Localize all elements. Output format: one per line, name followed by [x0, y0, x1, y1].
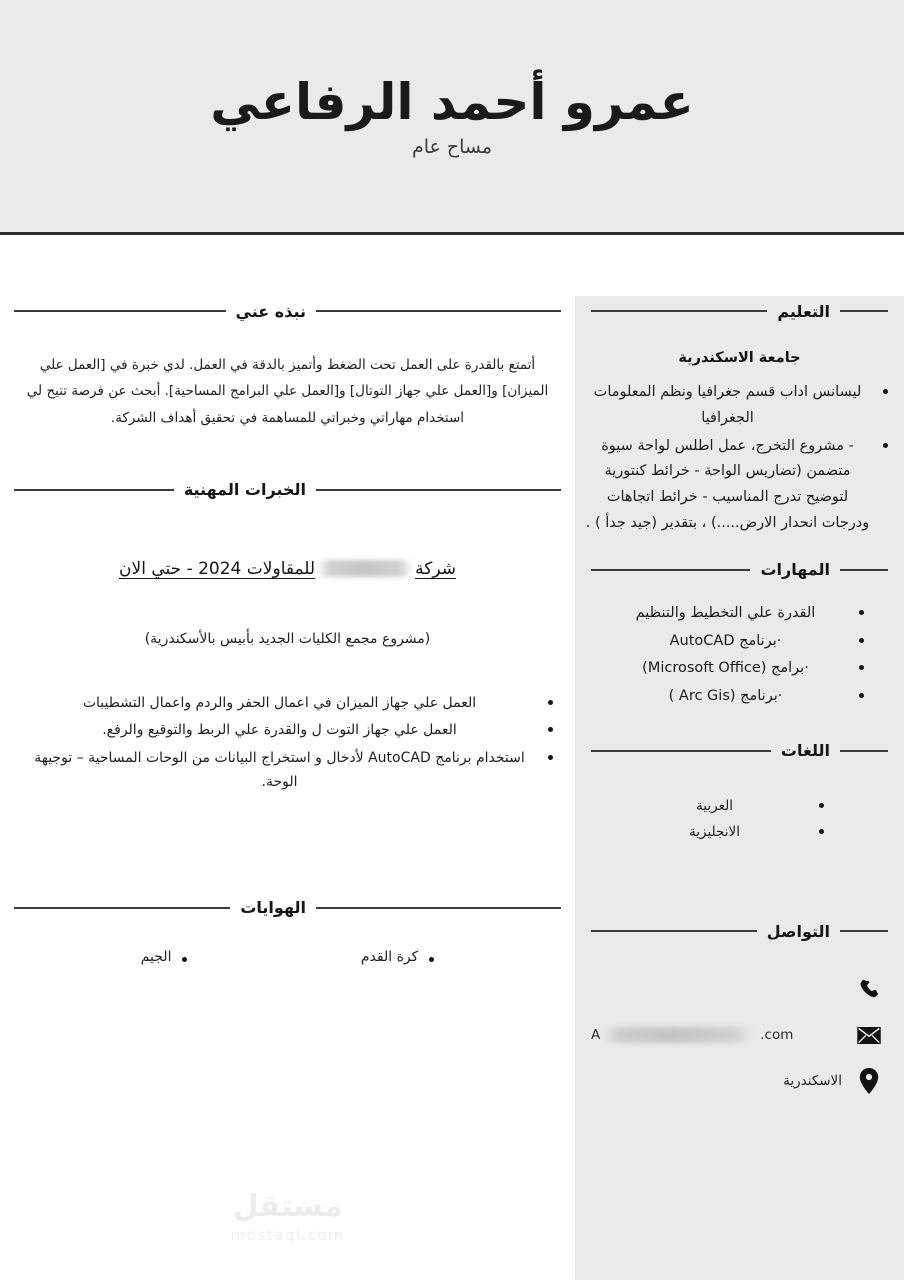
contact-row-phone[interactable]	[591, 974, 882, 1004]
job-company-suffix: للمقاولات 2024 - حتي الان	[119, 558, 316, 579]
header-job-title: مساح عام	[411, 135, 493, 158]
heading-rule-left	[591, 930, 757, 932]
hobby-text: الجيم	[140, 948, 172, 965]
list-item	[603, 656, 848, 682]
language-item-text: الانجليزية	[689, 823, 740, 840]
redaction-blur	[603, 1027, 753, 1043]
bullet-dot-icon	[883, 389, 888, 394]
education-item-text: ليسانس اداب قسم جغرافيا ونظم المعلومات الجغرافيا	[593, 384, 862, 426]
list-item	[621, 794, 808, 818]
list-item	[141, 949, 188, 965]
cv-header	[0, 0, 904, 232]
bullet-dot-icon	[819, 829, 824, 834]
bullet-dot-icon	[548, 755, 553, 760]
heading-rule-right	[840, 750, 888, 752]
heading-rule-left	[14, 310, 226, 312]
section-contact-heading	[591, 916, 888, 946]
language-item-text: العربية	[696, 797, 733, 814]
heading-rule-left	[591, 569, 750, 571]
skill-item-text: القدرة علي التخطيط والتنظيم	[635, 604, 816, 621]
phone-icon	[856, 976, 882, 1002]
list-item	[22, 718, 537, 743]
experience-job-title	[14, 559, 561, 579]
education-list	[581, 380, 874, 537]
about-heading-label: نبذه عني	[235, 301, 306, 321]
bullet-dot-icon	[819, 803, 824, 808]
email-prefix: A	[591, 1027, 601, 1043]
watermark-arabic: مستقل	[232, 1189, 343, 1224]
bullet-dot-icon	[859, 665, 864, 670]
main-column	[0, 296, 575, 1280]
section-hobbies-heading	[14, 893, 561, 923]
list-item	[22, 746, 537, 795]
experience-heading-label: الخبرات المهنية	[183, 480, 306, 500]
heading-rule-right	[840, 930, 888, 932]
bullet-dot-icon	[548, 700, 553, 705]
contact-location-value: الاسكندرية	[783, 1073, 842, 1089]
watermark-latin: mostaql.com	[230, 1226, 345, 1244]
bullet-dot-icon	[859, 693, 864, 698]
heading-rule-left	[591, 310, 767, 312]
section-languages-heading	[591, 736, 888, 766]
map-pin-icon	[856, 1068, 882, 1094]
education-heading-label: التعليم	[777, 301, 830, 321]
section-education-heading	[591, 296, 888, 326]
job-company-prefix: شركة	[415, 558, 456, 579]
bullet-dot-icon	[859, 610, 864, 615]
skill-item-text: ·برنامج (Arc Gis )	[668, 688, 783, 705]
languages-heading-label: اللغات	[780, 741, 830, 761]
experience-duties-list	[22, 691, 537, 795]
skills-list	[603, 601, 848, 710]
email-suffix: .com	[760, 1027, 794, 1043]
heading-rule-right	[316, 310, 561, 312]
heading-rule-left	[14, 489, 174, 491]
bullet-dot-icon	[548, 727, 553, 732]
redaction-blur	[317, 560, 413, 577]
bullet-dot-icon	[859, 638, 864, 643]
contact-list	[591, 974, 888, 1096]
contact-row-location	[591, 1066, 882, 1096]
contact-heading-label: التواصل	[766, 921, 830, 941]
heading-rule-right	[316, 907, 561, 909]
contact-row-email[interactable]	[591, 1020, 882, 1050]
header-divider	[0, 232, 904, 235]
heading-rule-left	[14, 907, 230, 909]
experience-project: (مشروع مجمع الكليات الجديد بأبيس بالأسكندرية)	[144, 630, 431, 647]
heading-rule-right	[316, 489, 561, 491]
duty-text: العمل علي جهاز التوت ل والقدرة علي الربط والتوقيع والرفع.	[102, 722, 457, 739]
bullet-dot-icon	[883, 443, 888, 448]
skill-item-text: ·برامج (Microsoft Office)	[642, 660, 809, 677]
list-item	[603, 684, 848, 710]
languages-list	[621, 794, 808, 844]
hobby-text: كرة القدم	[360, 948, 419, 965]
page-title: عمرو أحمد الرفاعي	[210, 73, 694, 132]
heading-rule-right	[840, 310, 888, 312]
section-about-heading	[14, 296, 561, 326]
list-item	[603, 601, 848, 627]
hobbies-list	[54, 949, 521, 965]
list-item	[361, 949, 434, 965]
education-organization: جامعة الاسكندرية	[678, 350, 801, 366]
hobbies-heading-label: الهوايات	[240, 898, 306, 918]
bullet-dot-icon	[429, 957, 434, 962]
section-experience-heading	[14, 475, 561, 505]
bullet-dot-icon	[182, 957, 187, 962]
duty-text: استخدام برنامج AutoCAD لأدخال و استخراج البيانات من الوحات المساحية – توجيهة الوحة.	[34, 749, 525, 791]
list-item	[621, 820, 808, 844]
duty-text: العمل علي جهاز الميزان في اعمال الحفر والردم واعمال التشطيبات	[82, 694, 477, 711]
contact-email-value	[591, 1027, 870, 1043]
list-item	[22, 691, 537, 716]
list-item	[581, 380, 874, 432]
contact-phone-value	[591, 981, 842, 997]
list-item	[603, 629, 848, 655]
skill-item-text: ·برنامج AutoCAD	[669, 632, 782, 649]
heading-rule-left	[591, 750, 771, 752]
sidebar	[575, 296, 904, 1280]
about-text: أتمتع بالقدرة على العمل تحت الضغط وأتميز بالدقة في العمل. لدي خبرة في [العمل علي الميزان] و[العمل علي جهاز التوتال] و[العمل علي البرامج المساحية]. أبحث عن فرصة تتيح لي استخدام مهاراتي وخبراتي للمساهمة في تحقيق أهداف الشركة.	[26, 357, 549, 426]
section-skills-heading	[591, 555, 888, 585]
skills-heading-label: المهارات	[760, 560, 830, 580]
heading-rule-right	[840, 569, 888, 571]
education-item-text: - مشروع التخرج، عمل اطلس لواحة سيوة متضمن (تضاريس الواحة - خرائط كنتورية لتوضيح تدرج المناسيب - خرائط اتجاهات ودرجات انحدار الارض.....) ، بتقدير (جيد جدأ ) .	[585, 437, 870, 531]
list-item	[581, 434, 874, 537]
